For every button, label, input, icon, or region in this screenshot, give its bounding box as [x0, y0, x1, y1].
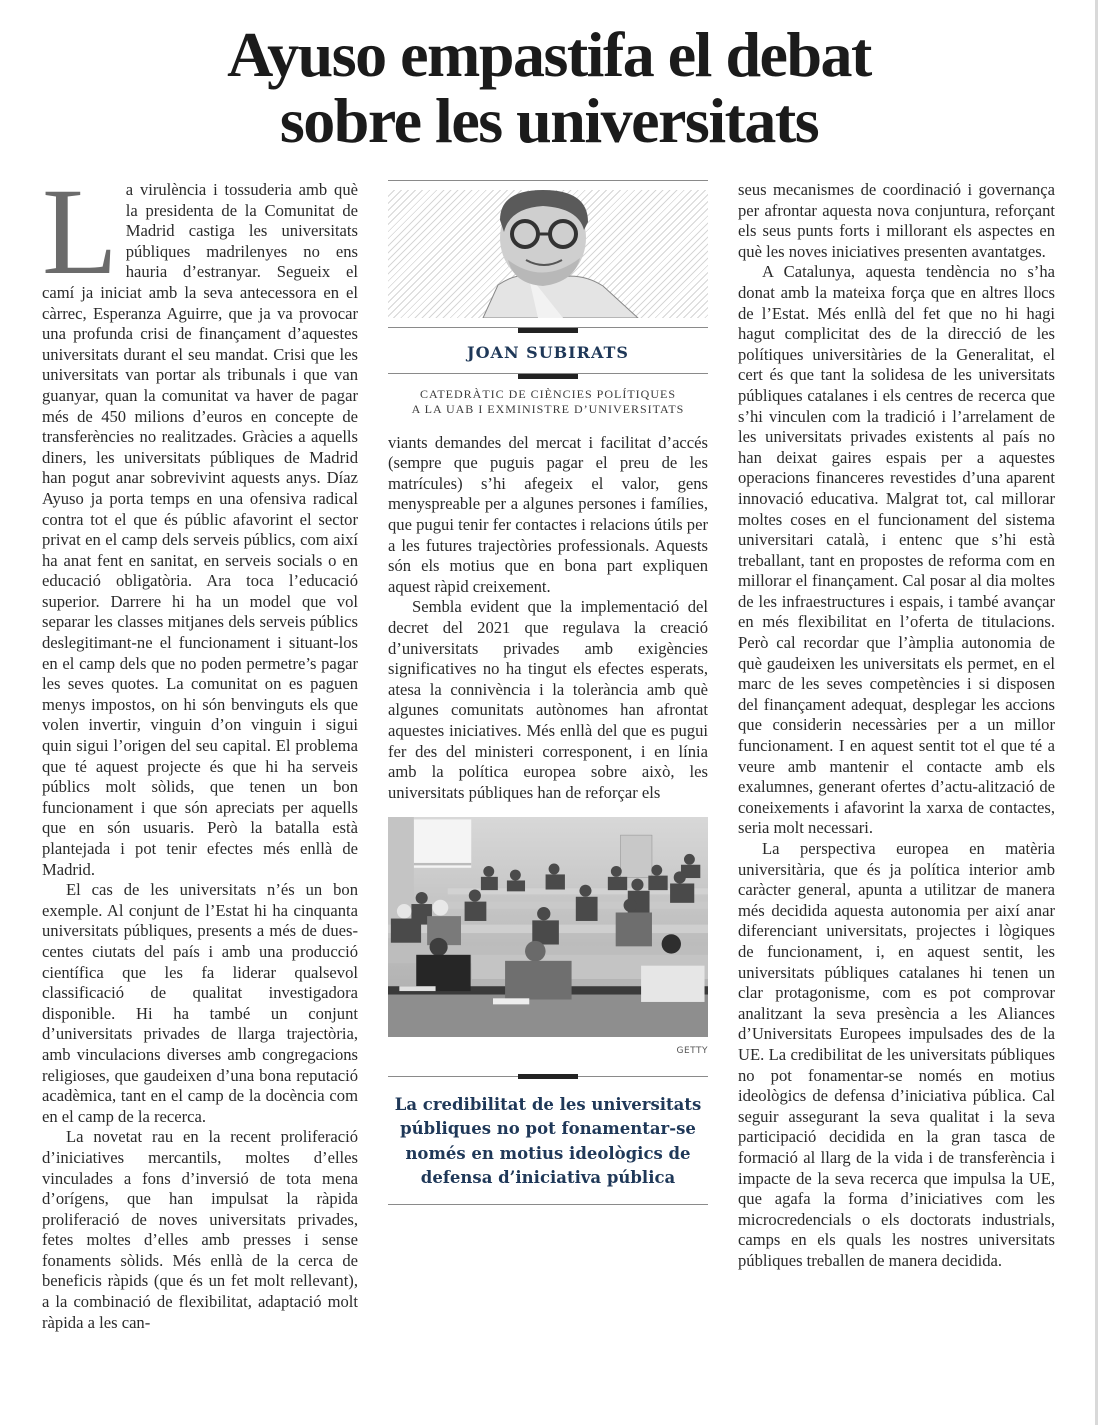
article-paragraph: El cas de les universitats n’és un bon exemple. Al conjunt de l’Estat hi ha cinquanta universitats públiques, presents a més de dues-centes ciutats del país i amb una producció científica que les fa liderar qualsevol classificació de qualitat investigadora disponible. Hi ha també un conjunt d’universitats privades de llarga trajectòria, amb vinculacions diverses amb congregacions religioses, que gaudeixen d’una bona reputació acadèmica, tant en el camp de la docència com en el camp de la recerca. — [42, 880, 358, 1126]
author-role — [388, 379, 708, 417]
article-body — [0, 154, 1098, 1373]
author-name: JOAN SUBIRATS — [467, 343, 629, 362]
paragraph-text-continued: defensa d’iniciativa pública. Cal seguir assegurant la seva qualitat i la seva participació decidida en la gran tasca de formació al llarg de la vida i de transferència i impacte de la seva recerca que impulsa la UE, que agafa la forma d’iniciatives com les microcredencials o els doctorats industrials, camps en els quals les nostres universitats públiques treballen de manera decidida. — [738, 1086, 1055, 1270]
paragraph-text-continued: que en són usuaris. Però la batalla està plantejada i pot tenir efectes més enllà de Madrid. — [42, 818, 358, 879]
photo-credit: GETTY — [676, 1046, 708, 1057]
lecture-hall-photo — [388, 817, 708, 1037]
article-paragraph — [42, 163, 358, 880]
article-paragraph: viants demandes del mercat i facilitat d’accés (sempre que puguis pagar el preu de les matrícules) s’hi afegeix el valor, gens menyspreable per a algunes persones i famílies, que pugui tenir fer contactes i relacions útils per a les futures trajectòries professionals. Aquests són els motius que en bona part expliquen aquest ràpid creixement. — [388, 432, 708, 596]
article-paragraph: seus mecanismes de coordinació i governança per afrontar aquesta nova conjuntura, reforçant els seus punts forts i millorant els aspectes en què les noves iniciatives presenten avantatges. — [738, 180, 1055, 261]
drop-cap: L — [42, 163, 118, 300]
paragraph-text: La perspectiva europea en matèria universitària, que és ja política interior amb caràcter general, apunta a utilitzar de manera més decidida aquesta autonomia per així anar diferenciant universitats, projectes i lògiques de funcionament, i, en aquest sentit, les universitats públiques catalanes hi tenen un clar protagonisme, com es pot comprovar analitzant la seva presència a les Aliances d’Universitats Europees impulsades des de la UE. La credibilitat de les universitats públiques no pot fonamentar-se només en motius ideològics de — [738, 839, 1055, 1106]
article-column-2 — [388, 180, 708, 1205]
article-paragraph: Sembla evident que la implementació del decret del 2021 que regulava la creació d’universitats privades amb exigències significatives no ha tingut els efectes esperats, atesa la connivència i la tolerància amb què algunes comunitats autònomes han afrontat aquestes iniciatives. Més enllà del que es pugui fer des del ministeri corresponent, i en línia amb la política europea sobre això, les universitats públiques han de reforçar els — [388, 597, 708, 802]
author-box — [388, 180, 708, 417]
article-paragraph — [738, 262, 1055, 839]
paragraph-text-continued: alització de coneixements i afavorint la xarxa de contactes, seria molt necessari. — [738, 777, 1056, 838]
lecture-hall-photo-image — [388, 817, 708, 1037]
article-column-1 — [42, 163, 358, 1333]
divider — [388, 1204, 708, 1205]
headline-line-2: sobre les universitats — [279, 85, 819, 156]
pull-quote — [388, 1076, 708, 1205]
author-portrait — [388, 190, 708, 318]
paragraph-text: a virulència i tossuderia amb què la presidenta de la Comunitat de Madrid castiga les universitats públiques madrilenyes no ens hauria d’estranyar. Segueix el camí ja iniciat amb la seva antecessora en el càrrec, Esperanza Aguirre, que ja va provocar una profunda crisi de finançament d’aquestes universitats durant el seu mandat. Crisi que les universitats van portar als tribunals i que van guanyar, quan la comunitat va haver de pagar més de 450 milions d’euros en concepte de transferències no realitzades. Gràcies a aquells diners, les universitats públiques de Madrid han pogut anar sobrevivint aquests anys. Díaz Ayuso ja porta temps en una ofensiva radical contra tot el que és públic afavorint el sector privat en el camp dels serveis públics, com així ha anat fent en sanitat, en serveis socials o en educació obligatòria. Ara toca l’educació superior. Darrere hi ha un model que vol separar les classes mitjanes dels serveis públics deslegitimant-ne el funcionament i situant-los en el camp dels que no poden permetre’s pagar les seves quotes. La comunitat on es paguen menys impostos, on hi són benvinguts els que volen invertir, vinguin d’on vinguin i sigui quin sigui l’origen del seu capital. El problema que té aquest projecte és que hi ha serveis públics molt sòlids, que tenen un bon funcionament i que són apreciats per aquells — [42, 180, 358, 817]
divider — [388, 180, 708, 181]
pull-quote-text: La credibilitat de les universitats públiques no pot fonamentar-se només en motius ideològics de defensa d’iniciativa pública — [394, 1094, 702, 1188]
author-portrait-image — [388, 190, 708, 318]
article-column-3 — [738, 180, 1055, 1271]
paragraph-text: A Catalunya, aquesta tendència no s’ha donat amb la mateixa força que en altres llocs de l’Estat. Més enllà del fet que no hi hagi hagut complicitat des de la direcció de les polítiques universitàries de la Generalitat, el cert és que tant la solidesa de les universitats públiques catalanes i els centres de recerca que s’hi vinculen com la tradició i l’arrelament de les universitats privades existents al país no han deixat gaires espais per a aquestes operacions financeres revestides d’una aparent innovació educativa. Malgrat tot, cal millorar moltes coses en el funcionament del sistema universitari català, i entenc que s’hi està treballant, tant en propostes de reforma com en millorar el finançament. Cal posar al dia moltes de les infraestructures i espais, i també avançar en més flexibilitat en l’oferta de titulacions. Però cal recordar que l’àmplia autonomia de què gaudeixen les universitats els permet, en el marc de les seves competències i si disposen del finançament adequat, desplegar les accions que considerin necessàries per a un millor funcionament. I en aquest sentit tot el que té a veure amb mantenir el contacte amb els exalumnes, generant ofertes d’actu- — [738, 262, 1055, 797]
article-paragraph — [738, 839, 1055, 1271]
headline — [0, 0, 1098, 154]
article-paragraph: La novetat rau en la recent proliferació d’iniciatives mercantils, moltes d’elles vinculades a fons d’inversió de tota mena d’orígens, que han impulsat la ràpida proliferació de noves universitats privades, fetes moltes d’elles amb presses i sense fonaments sòlids. Més enllà de la cerca de beneficis ràpids (que és un fet molt rellevant), a la combinació de flexibilitat, adaptació molt ràpida a les can- — [42, 1127, 358, 1332]
author-role-line-1: CATEDRÀTIC DE CIÈNCIES POLÍTIQUES — [420, 386, 676, 401]
photo-figure — [388, 817, 708, 1062]
headline-line-1: Ayuso empastifa el debat — [227, 19, 871, 90]
author-role-line-2: A LA UAB I EXMINISTRE D’UNIVERSITATS — [411, 401, 685, 416]
